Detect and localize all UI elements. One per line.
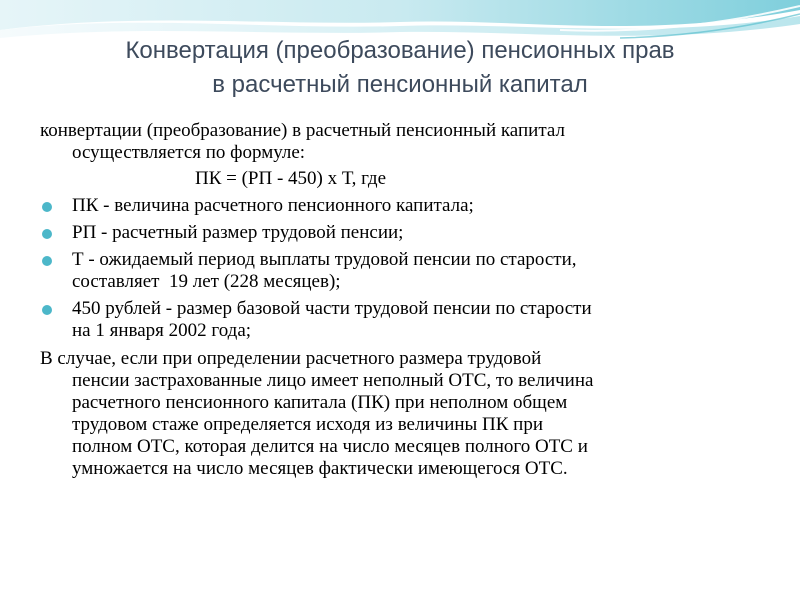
final-line-2: пенсии застрахованные лицо имеет неполный ОТС, то величина [72,370,594,391]
intro-paragraph [40,120,760,164]
final-line-3: расчетного пенсионного капитала (ПК) при неполном общем [72,392,568,413]
slide-title [30,34,770,102]
bullet-item-450 [40,298,760,342]
bullet-text-line-2: на 1 января 2002 года; [72,320,252,341]
formula: ПК = (РП - 450) х Т, где [195,168,387,189]
final-line-1: В случае, если при определении расчетного размера трудовой [40,348,542,369]
bullet-text-line-2: составляет 19 лет (228 месяцев); [72,271,341,292]
bullet-item-t [40,249,760,293]
bullet-text: РП - расчетный размер трудовой пенсии; [72,222,404,243]
bullet-dot-icon [42,202,52,212]
bullet-dot-icon [42,256,52,266]
bullet-dot-icon [42,229,52,239]
intro-line-1: конвертации (преобразование) в расчетный пенсионный капитал [40,120,565,141]
bullet-dot-icon [42,305,52,315]
title-line-2: в расчетный пенсионный капитал [212,71,588,98]
bullet-text-line-1: 450 рублей - размер базовой части трудовой пенсии по старости [72,298,592,319]
bullet-text-line-1: Т - ожидаемый период выплаты трудовой пенсии по старости, [72,249,577,270]
bullet-item-rp [40,222,760,244]
final-line-5: полном ОТС, которая делится на число месяцев полного ОТС и [72,436,588,457]
title-line-1: Конвертация (преобразование) пенсионных прав [125,37,675,64]
final-paragraph [40,348,760,480]
bullet-item-pk [40,195,760,217]
intro-line-2: осуществляется по формуле: [72,142,306,163]
bullet-text: ПК - величина расчетного пенсионного капитала; [72,195,474,216]
final-line-6: умножается на число месяцев фактически имеющегося ОТС. [72,458,568,479]
final-line-4: трудовом стаже определяется исходя из величины ПК при [72,414,544,435]
slide-body [40,120,760,480]
